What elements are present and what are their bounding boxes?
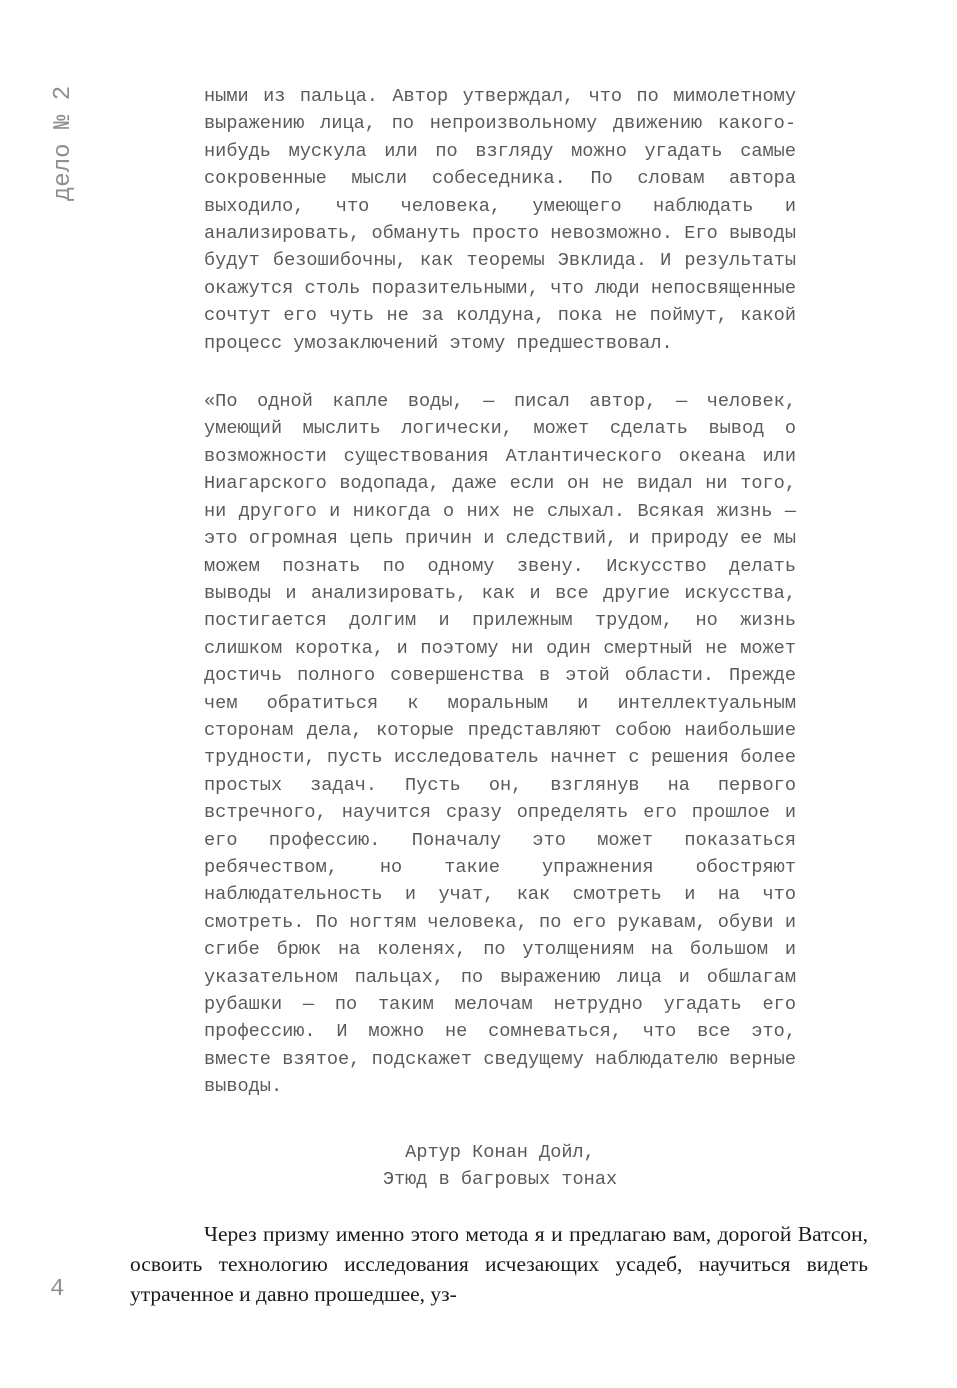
body-paragraph: Через призму именно этого метода я и предлагаю вам, дорогой Ватсон, освоить технологию исследования исчезающих усадеб, научиться видеть утраченное и давно прошедшее, уз- bbox=[130, 1222, 868, 1306]
quote-paragraph-1: ными из пальца. Автор утверждал, что по мимолетному выражению лица, по непроизвольному движению какого-нибудь мускула или по взгляду можно угадать самые сокровенные мысли собеседника. По словам автора выходило, что человека, умеющего наблюдать и анализировать, обмануть просто невозможно. Его выводы будут безошибочны, как теоремы Эвклида. И результаты окажутся столь поразительными, что люди непосвященные сочтут его чуть не за колдуна, пока не поймут, какой процесс умозаключений этому предшествовал. bbox=[204, 86, 796, 354]
epigraph-quote bbox=[204, 83, 796, 1101]
section-title-text: дело № 2 bbox=[50, 85, 78, 201]
page-number: 4 bbox=[50, 1276, 65, 1303]
quote-attribution bbox=[204, 1139, 796, 1194]
section-title bbox=[44, 85, 84, 201]
quote-paragraph-2: «По одной капле воды, — писал автор, — человек, умеющий мыслить логически, может сделать вывод о возможности существования Атлантического океана или Ниагарского водопада, даже если он не видал ни того, ни другого и никогда о них не слыхал. Всякая жизнь — это огромная цепь причин и следствий, и природу ее мы можем познать по одному звену. Искусство делать выводы и анализировать, как и все другие искусства, постигается долгим и прилежным трудом, но жизнь слишком коротка, и поэтому ни один смертный не может достичь полного совершенства в этой области. Прежде чем обратиться к моральным и интеллектуальным сторонам дела, которые представляют собою наибольшие трудности, пусть исследователь начнет с решения более простых задач. Пусть он, взглянув на первого встречного, научится сразу определять его прошлое и его профессию. Поначалу это может показаться ребячеством, но такие упражнения обостряют наблюдательность и учат, как смотреть и на что смотреть. По ногтям человека, по его рукавам, обуви и сгибе брюк на коленях, по утолщениям на большом и указательном пальцах, по выражению лица и обшлагам рубашки — по таким мелочам нетрудно угадать его профессию. И можно не сомневаться, что все это, вместе взятое, подскажет сведущему наблюдателю верные выводы. bbox=[204, 391, 796, 1098]
attribution-work: Этюд в багровых тонах bbox=[382, 1169, 618, 1191]
attribution-author: Артур Конан Дойл, bbox=[405, 1142, 595, 1163]
